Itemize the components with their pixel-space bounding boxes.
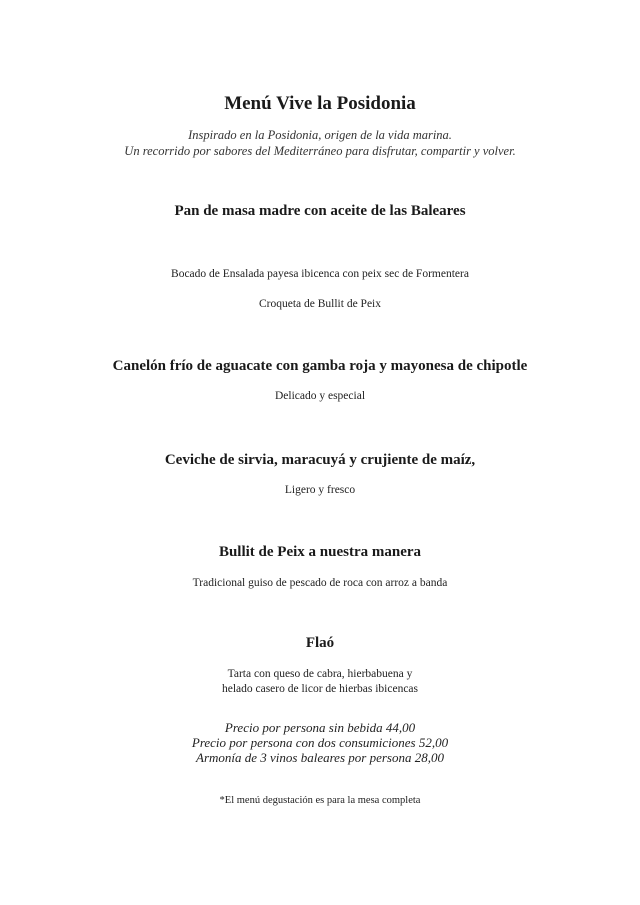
- course-title-canelon: Canelón frío de aguacate con gamba roja y mayonesa de chipotle: [112, 358, 528, 374]
- menu-title: Menú Vive la Posidonia: [224, 93, 416, 114]
- course-title-ceviche: Ceviche de sirvia, maracuyá y crujiente de maíz,: [164, 452, 476, 468]
- course-description-flao-line-1: Tarta con queso de cabra, hierbabuena y: [227, 668, 413, 680]
- price-line-two-drinks: Precio por persona con dos consumiciones 52,00: [191, 735, 449, 750]
- course-title-bullit: Bullit de Peix a nuestra manera: [218, 544, 422, 560]
- course-description-flao-line-2: helado casero de licor de hierbas ibicencas: [221, 683, 419, 695]
- price-line-wine-pairing: Armonía de 3 vinos baleares por persona 28,00: [196, 750, 444, 765]
- price-line-no-drink: Precio por persona sin bebida 44,00: [224, 720, 416, 735]
- course-description-bullit: Tradicional guiso de pescado de roca con arroz a banda: [192, 577, 448, 589]
- course-title-bread: Pan de masa madre con aceite de las Baleares: [174, 203, 466, 219]
- course-title-flao: Flaó: [305, 635, 335, 651]
- course-item-croqueta: Croqueta de Bullit de Peix: [258, 298, 381, 310]
- course-item-ensalada: Bocado de Ensalada payesa ibicenca con peix sec de Formentera: [171, 268, 469, 280]
- course-description-canelon: Delicado y especial: [274, 390, 366, 402]
- intro-line-2: Un recorrido por sabores del Mediterráneo para disfrutar, compartir y volver.: [124, 144, 516, 158]
- course-description-ceviche: Ligero y fresco: [284, 484, 356, 496]
- intro-line-1: Inspirado en la Posidonia, origen de la vida marina.: [188, 128, 452, 142]
- menu-footnote: *El menú degustación es para la mesa completa: [219, 795, 421, 806]
